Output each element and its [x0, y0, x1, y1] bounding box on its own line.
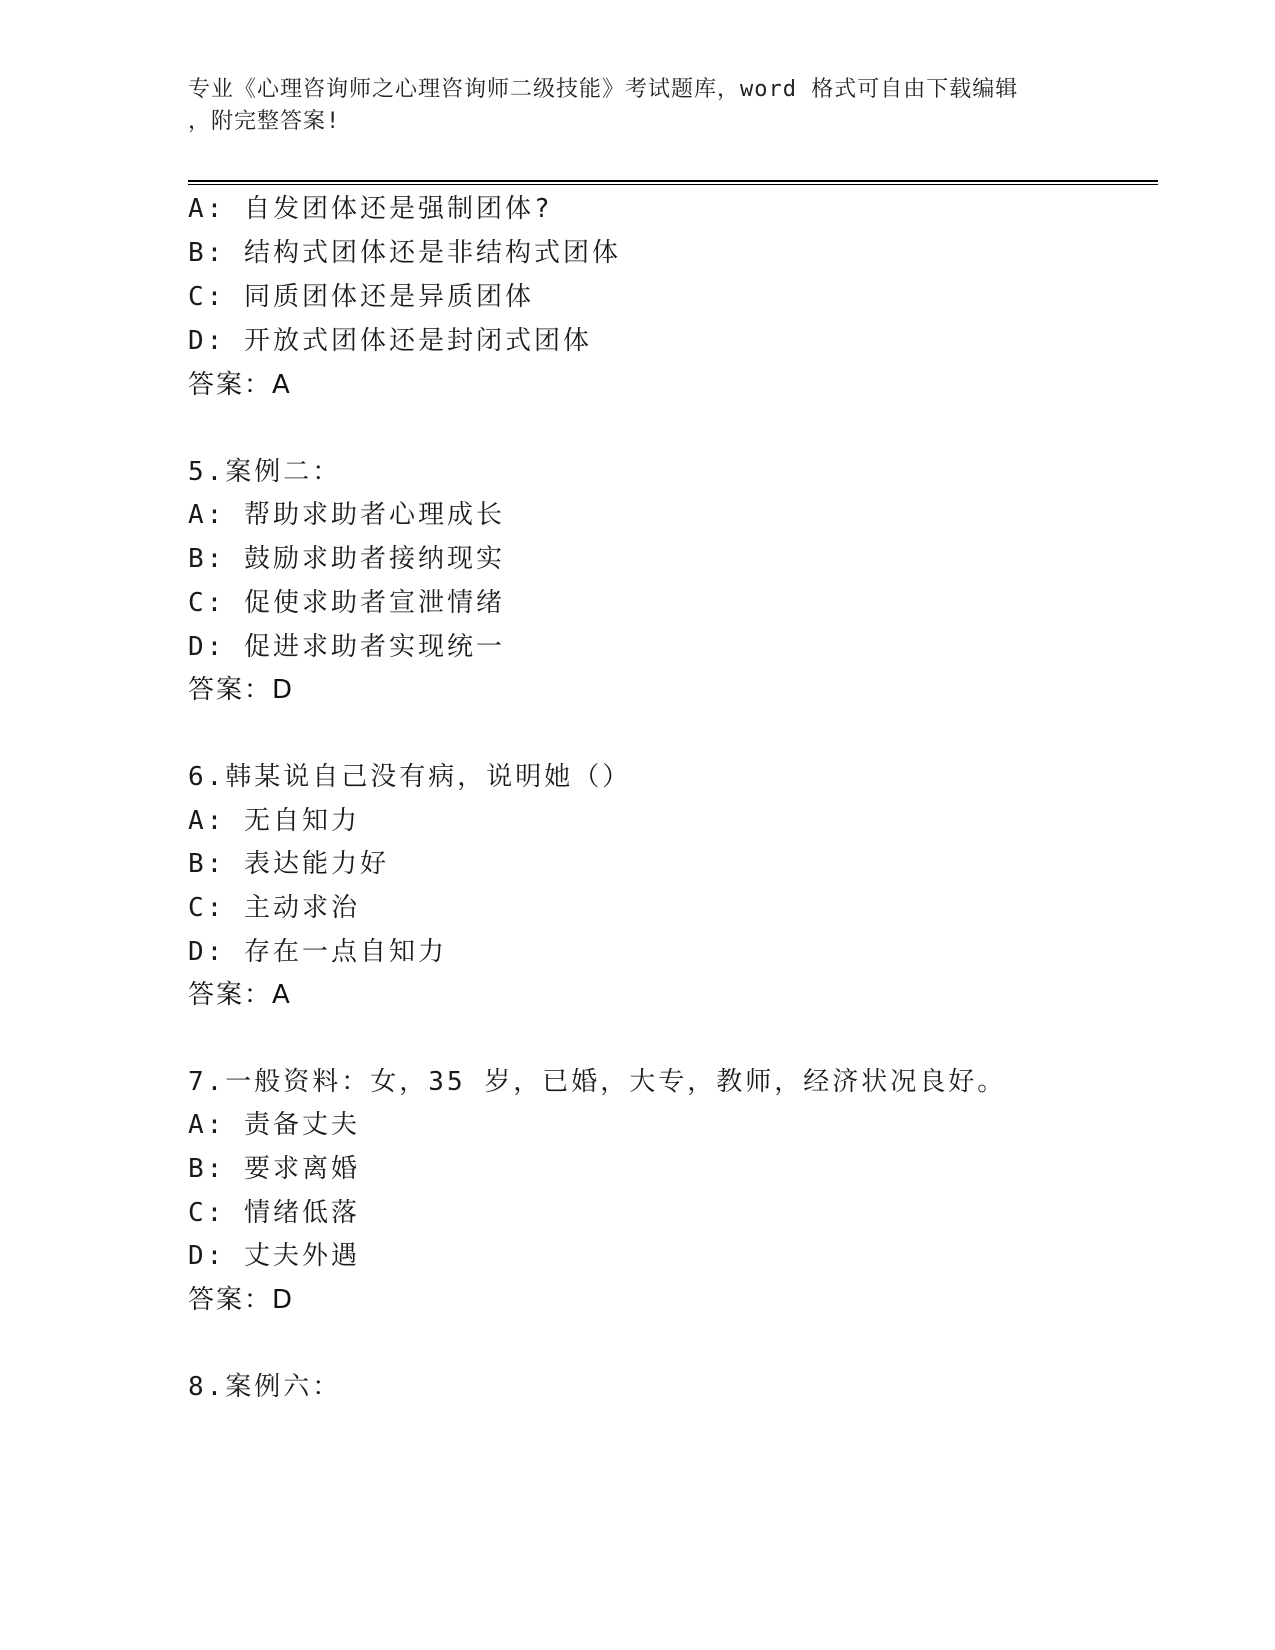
q6-option-c: C: 主动求治 — [188, 893, 360, 923]
q7-option-b: B: 要求离婚 — [188, 1154, 360, 1184]
q5-option-a: A: 帮助求助者心理成长 — [188, 500, 505, 530]
q5-option-d: D: 促进求助者实现统一 — [188, 632, 505, 662]
q6-option-a: A: 无自知力 — [188, 806, 360, 836]
q7-option-d: D: 丈夫外遇 — [188, 1241, 360, 1271]
q5-option-c: C: 促使求助者宣泄情绪 — [188, 588, 505, 618]
header-title-continuation: ，附完整答案! — [188, 109, 341, 134]
q7-option-a: A: 责备丈夫 — [188, 1110, 360, 1140]
q6-stem: 6.韩某说自己没有病，说明她（） — [188, 762, 632, 792]
q7-stem: 7.一般资料：女，35 岁，已婚，大专，教师，经济状况良好。 — [188, 1067, 1007, 1097]
q5-option-b: B: 鼓励求助者接纳现实 — [188, 544, 505, 574]
q4-option-c: C: 同质团体还是异质团体 — [188, 282, 534, 312]
q4-option-a: A: 自发团体还是强制团体? — [188, 194, 553, 224]
q6-answer: 答案：A — [188, 980, 292, 1010]
q8-stem: 8.案例六： — [188, 1372, 342, 1402]
document-header — [188, 74, 1088, 138]
q4-answer: 答案：A — [188, 370, 292, 400]
q7-answer: 答案：D — [188, 1285, 295, 1315]
q4-option-d: D: 开放式团体还是封闭式团体 — [188, 326, 592, 356]
q6-option-b: B: 表达能力好 — [188, 849, 389, 879]
q6-option-d: D: 存在一点自知力 — [188, 937, 447, 967]
header-divider-thin — [188, 184, 1158, 185]
q5-stem: 5.案例二： — [188, 457, 342, 487]
header-divider-thick — [188, 180, 1158, 182]
header-title-line: 专业《心理咨询师之心理咨询师二级技能》考试题库，word 格式可自由下载编辑 — [188, 77, 1019, 102]
q4-option-b: B: 结构式团体还是非结构式团体 — [188, 238, 621, 268]
q7-option-c: C: 情绪低落 — [188, 1198, 360, 1228]
q5-answer: 答案：D — [188, 675, 295, 705]
